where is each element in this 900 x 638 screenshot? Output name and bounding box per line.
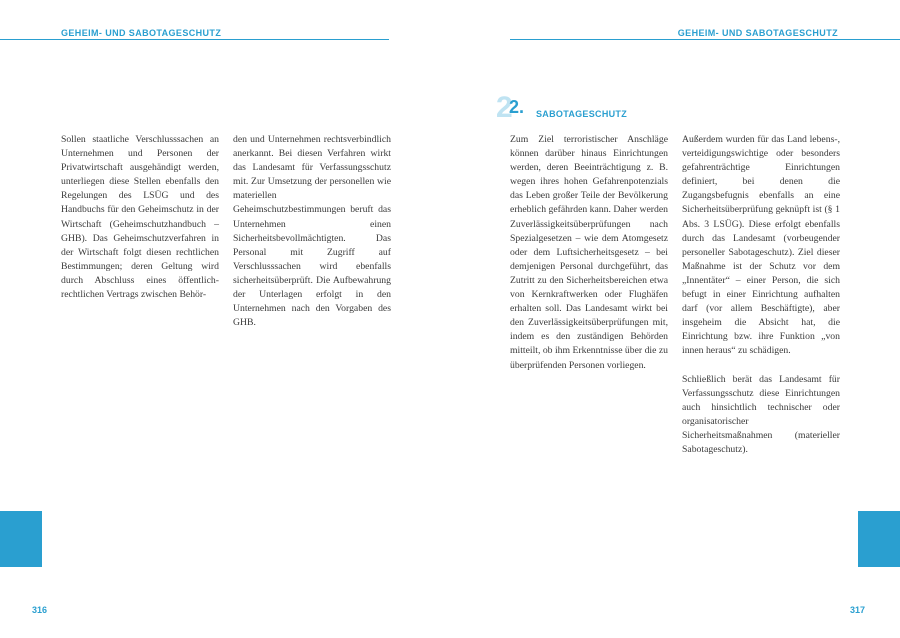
- text-column-4: [682, 133, 840, 471]
- page-number-left: 316: [32, 605, 48, 615]
- paragraph: Schließlich berät das Landesamt für Verfassungsschutz diese Einrichtungen auch hinsichtlich technischer oder organisatorischer Sicherheitsmaßnahmen (materieller Sabotageschutz).: [682, 373, 840, 455]
- running-header-right: GEHEIM- UND SABOTAGESCHUTZ: [677, 28, 838, 38]
- section-number: 2.: [509, 97, 525, 117]
- paragraph: den und Unternehmen rechtsverbindlich anerkannt. Bei diesen Verfahren wirkt das Landesamt für Verfassungsschutz mit. Zur Umsetzung der personellen wie materiellen Geheimschutzbestimmungen beruft das Unternehmen einen Sicherheitsbevollmächtigten. Das Personal mit Zugriff auf Verschlusssachen wird ebenfalls sicherheitsüberprüft. Die Aufbewahrung der Unterlagen erfolgt in den Unternehmen nach den Vorgaben des GHB.: [233, 134, 391, 329]
- text-column-2: [233, 133, 391, 344]
- section-number-large: 2: [496, 91, 513, 124]
- paragraph: Sollen staatliche Verschlusssachen an Unternehmen und Personen der Privatwirtschaft ausgehändigt werden, unterliegen diese Stellen ebenfalls den Regelungen des LSÜG und des Handbuchs für den Geheimschutz in der Wirtschaft (Geheimschutzhandbuch – GHB). Das Geheimschutzverfahren in der Wirtschaft folgt diesen rechtlichen Bestimmungen; deren Geltung wird durch Abschluss eines öffentlich-rechtlichen Vertrags zwischen Behör-: [61, 134, 219, 301]
- edge-tab-right: [858, 511, 900, 567]
- section-title: SABOTAGESCHUTZ: [536, 109, 628, 119]
- header-rule-right: [510, 39, 900, 40]
- page-number-right: 317: [849, 605, 865, 615]
- running-header-left: GEHEIM- UND SABOTAGESCHUTZ: [61, 28, 222, 38]
- paragraph: Zum Ziel terroristischer Anschläge können darüber hinaus Einrichtungen werden, deren Beeinträchtigung z. B. wegen ihres hohen Gefahrenpotenzials das Leben großer Teile der Bevölkerung erheblich gefährden kann. Daher werden Zuverlässigkeitsüberprüfungen nach Spezialgesetzen – wie dem Atomgesetz oder dem Luftsicherheitsgesetz – bei demjenigen Personal durchgeführt, das Zutritt zu den Sicherheitsbereichen etwa von Kernkraftwerken oder Flughäfen erhalten soll. Das Landesamt wirkt bei den Zuverlässigkeitsüberprüfungen mit, indem es den zuständigen Behörden mitteilt, ob ihm Erkenntnisse über die zu überprüfenden Personen vorliegen.: [510, 134, 668, 371]
- header-rule-left: [0, 39, 389, 40]
- paragraph: Außerdem wurden für das Land lebens-, verteidigungswichtige oder besonders gefahrenträchtige Einrichtungen definiert, bei denen die Zugangsbefugnis ebenfalls an eine Sicherheitsüberprüfung geknüpft ist (§ 1 Abs. 3 LSÜG). Diese erfolgt ebenfalls durch das Landesamt (vorbeugender personeller Sabotageschutz). Ziel dieser Maßnahme ist der Schutz vor dem „Innentäter“ – einer Person, die sich befugt in einer Einrichtung aufhalten darf (vor allem Beschäftigte), aber insgeheim die Absicht hat, die Einrichtung bzw. ihre Funktion „von innen heraus“ zu schädigen.: [682, 134, 840, 357]
- text-column-1: [61, 133, 219, 316]
- text-column-3: [510, 133, 668, 387]
- edge-tab-left: [0, 511, 42, 567]
